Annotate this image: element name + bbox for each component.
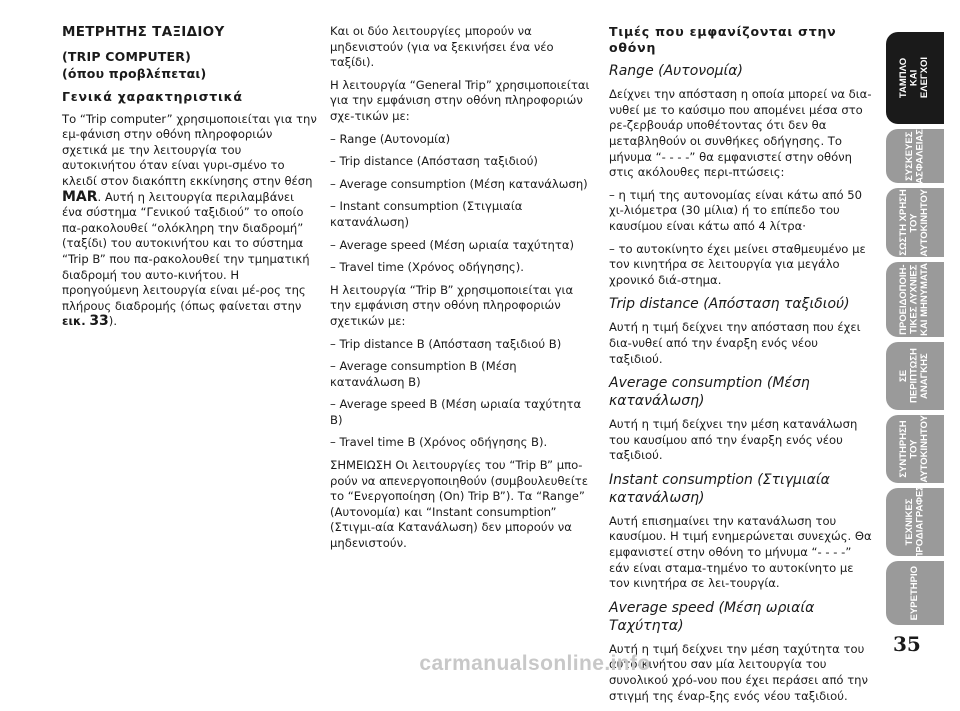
section-subtitle: (TRIP COMPUTER) (όπου προβλέπεται): [62, 49, 207, 81]
intro-text-end: ).: [108, 314, 118, 329]
tab-correct-use[interactable]: [886, 188, 944, 257]
tab-label: ΣΕ ΠΕΡΙΠΤΩΣΗ ΑΝΑΓΚΗΣ: [898, 348, 931, 404]
general-trip-list: [330, 132, 593, 276]
general-features-heading: Γενικά χαρακτηριστικά: [62, 89, 243, 104]
list-item: – Average speed (Μέση ωριαία ταχύτητα): [330, 237, 575, 252]
column-right: [609, 24, 872, 711]
figure-label: εικ.: [62, 314, 86, 329]
average-speed-title: Average speed (Μέση ωριαία Ταχύτητα): [609, 599, 815, 634]
trip-b-list: [330, 337, 593, 452]
reset-paragraph: Και οι δύο λειτουργίες μπορούν να μηδενιστούν (για να ξεκινήσει ένα νέο ταξίδι).: [330, 24, 554, 70]
figure-number: 33: [89, 313, 109, 330]
range-text: Δείχνει την απόσταση η οποία μπορεί να δια-νυθεί με το καύσιμο που απομένει μέσα στο ρε-ζερβουάρ υποθέτοντας ότι δεν θα μεταβληθούν οι συνθήκες οδήγησης. Το μήνυμα “- - - -” θα εμφανιστεί στην οθόνη στις ακόλουθες περι-πτώσεις:: [609, 87, 872, 180]
page-number: 35: [893, 632, 921, 656]
note-paragraph: ΣΗΜΕΙΩΣΗ Οι λειτουργίες του “Trip B” μπο-ρούν να απενεργοποιηθούν (συμβουλευθείτε το “Ενεργοποίηση (On) Trip B”). Τα “Range” (Αυτονομία) και “Instant consumption” (Στιγμι-αία Κατανάλωση) δεν μπορούν να μηδενιστούν.: [330, 458, 588, 551]
tab-technical-specs[interactable]: [886, 484, 944, 560]
trip-b-intro: Η λειτουργία “Trip B” χρησιμοποιείται για την εμφάνιση στην οθόνη πληροφοριών σχετικών με:: [330, 282, 574, 328]
average-consumption-title: Average consumption (Μέση κατανάλωση): [609, 375, 810, 410]
list-item: – Trip distance B (Απόσταση ταξιδιού B): [330, 336, 562, 351]
range-case-1: – η τιμή της αυτονομίας είναι κάτω από 50 χι-λιόμετρα (30 μίλια) ή το επίπεδο του καυσίμου είναι κάτω από 4 λίτρα·: [609, 187, 862, 233]
subtitle-code: TRIP COMPUTER: [67, 49, 186, 64]
list-item: – Range (Αυτονομία): [330, 131, 451, 146]
tab-label: ΠΡΟΕΙΔΟΠΟΙΗ- ΤΙΚΕΣ ΛΥΧΝΙΕΣ ΚΑΙ ΜΗΝΥΜΑΤΑ: [898, 263, 931, 336]
list-item: – Average consumption B (Μέση κατανάλωση B): [330, 359, 517, 389]
tab-warning-lights[interactable]: [886, 262, 944, 337]
tab-maintenance[interactable]: [886, 415, 944, 483]
tab-label: ΤΕΧΝΙΚΕΣ ΠΡΟΔΙΑΓΡΑΦΕΣ: [903, 484, 925, 560]
tab-label: ΣΥΣΚΕΥΕΣ ΑΣΦΑΛΕΙΑΣ: [903, 128, 925, 184]
average-consumption-text: Αυτή η τιμή δείχνει την μέση κατανάλωση του καυσίμου από την έναρξη ενός νέου ταξιδιού.: [609, 417, 858, 463]
range-title: Range (Αυτονομία): [609, 63, 743, 80]
list-item: – Trip distance (Απόσταση ταξιδιού): [330, 154, 538, 169]
tab-dashboard-controls[interactable]: [886, 32, 944, 124]
range-case-2: – το αυτοκίνητο έχει μείνει σταθμευμένο με τον κινητήρα σε λειτουργία για μεγάλο χρονικό διά-στημα.: [609, 241, 866, 287]
intro-paragraph: [62, 112, 317, 330]
tab-label: ΣΩΣΤΗ ΧΡΗΣΗ ΤΟΥ ΑΥΤΟΚΙΝΗΤΟΥ: [898, 188, 931, 257]
column-left: [62, 24, 317, 337]
general-trip-intro: Η λειτουργία “General Trip” χρησιμοποιείται για την εμφάνιση στην οθόνη πληροφοριών σχε-τικών με:: [330, 77, 590, 123]
instant-consumption-title: Instant consumption (Στιγμιαία κατανάλωση): [609, 471, 830, 506]
list-item: – Travel time (Χρόνος οδήγησης).: [330, 260, 524, 275]
intro-text-1: Το “Trip computer” χρησιμοποιείται για την εμ-φάνιση στην οθόνη πληροφοριών σχετικά με την λειτουργία του αυτοκινήτου όταν είναι γυρι-σμένο το κλειδί στον διακόπτη εκκίνησης στην θέση: [62, 111, 317, 188]
instant-consumption-text: Αυτή επισημαίνει την κατανάλωση του καυσίμου. Η τιμή ενημερώνεται συνεχώς. Θα εμφανιστεί στην οθόνη το μήνυμα “- - - -” εάν είναι σταμα-τημένο το αυτοκίνητο με τον κινητήρα σε λει-τουργία.: [609, 513, 872, 591]
column-middle: [330, 24, 593, 559]
tab-emergency[interactable]: [886, 342, 944, 410]
list-item: – Travel time B (Χρόνος οδήγησης B).: [330, 435, 548, 450]
trip-distance-title: Trip distance (Απόσταση ταξιδιού): [609, 296, 850, 313]
watermark: carmanualsonline.info: [419, 652, 651, 675]
display-values-heading: Τιμές που εμφανίζονται στην οθόνη: [609, 24, 837, 55]
tab-label: ΣΥΝΤΗΡΗΣΗ ΤΟΥ ΑΥΤΟΚΙΝΗΤΟΥ: [898, 415, 931, 483]
average-speed-text: Αυτή η τιμή δείχνει την μέση ταχύτητα του αυτο-κινήτου σαν μία λειτουργία του συνολικού χρό-νου που έχει περάσει από την στιγμή της έναρ-ξης ενός νέου ταξιδιού.: [609, 641, 869, 703]
tab-label: ΕΥΡΕΤΗΡΙΟ: [908, 565, 920, 621]
intro-text-2: . Αυτή η λειτουργία περιλαμβάνει ένα σύστημα “Γενικού ταξιδιού” το οποίο πα-ρακολουθεί “ολόκληρη την διαδρομή” (ταξίδι) του αυτοκινήτου και το σύστημα “Trip B” που πα-ρακολουθεί την τμηματική διαδρομή του αυτο-κινήτου. Η προηγούμενη λειτουργία είναι μέ-ρος της πλήρους διαδρομής (όπως φαίνεται στην: [62, 189, 310, 313]
list-item: – Average consumption (Μέση κατανάλωση): [330, 176, 588, 191]
tab-safety-devices[interactable]: [886, 129, 944, 183]
subtitle-note: όπου προβλέπεται: [67, 66, 201, 81]
section-title: ΜΕΤΡΗΤΗΣ ΤΑΞΙΔΙΟΥ: [62, 24, 225, 40]
tab-label: ΤΑΜΠΛΟ ΚΑΙ ΕΛΕΓΧΟΙ: [898, 57, 931, 99]
tab-index[interactable]: [886, 561, 944, 625]
list-item: – Instant consumption (Στιγμιαία κατανάλωση): [330, 199, 523, 229]
trip-distance-text: Αυτή η τιμή δείχνει την απόσταση που έχει δια-νυθεί από την έναρξη ενός νέου ταξιδιού.: [609, 320, 861, 366]
key-position-mar: MAR: [62, 188, 98, 205]
list-item: – Average speed B (Μέση ωριαία ταχύτητα B): [330, 397, 582, 427]
